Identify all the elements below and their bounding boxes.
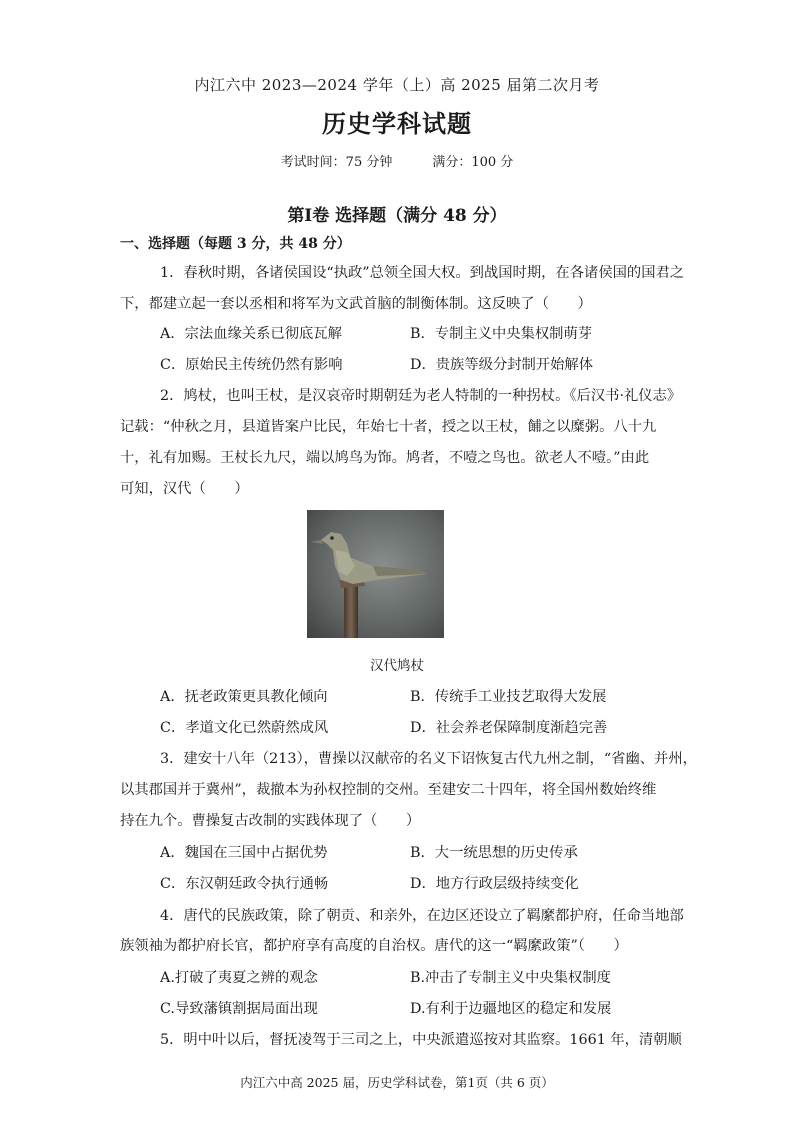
q2-line-2: 记载：“仲秋之月，县道皆案户比民，年始七十者，授之以王杖，餔之以糜粥。八十九 <box>120 419 657 435</box>
q5-line-1: 5．明中叶以后，督抚凌驾于三司之上，中央派遣巡按对其监察。1661 年，清朝顺 <box>160 1032 682 1048</box>
q2-option-c: C．孝道文化已然蔚然成风 <box>160 720 329 736</box>
q2-line-4: 可知，汉代（ ） <box>120 481 249 497</box>
full-score: 满分：100 分 <box>432 155 514 170</box>
exam-meta <box>0 151 794 170</box>
section-title: 第Ⅰ卷 选择题（满分 48 分） <box>287 206 507 226</box>
q4-line-1: 4．唐代的民族政策，除了朝贡、和亲外，在边区还设立了羁縻都护府，任命当地部 <box>160 908 684 924</box>
q4-option-d: D.有利于边疆地区的稳定和发展 <box>410 1001 612 1017</box>
image-caption: 汉代鸠杖 <box>370 658 424 674</box>
q3-option-a: A．魏国在三国中占据优势 <box>160 845 328 861</box>
exam-name: 内江六中 2023—2024 学年（上）高 2025 届第二次月考 <box>194 76 600 94</box>
han-dove-staff-photo <box>307 510 444 638</box>
exam-time: 考试时间：75 分钟 <box>280 155 393 170</box>
q2-option-d: D．社会养老保障制度渐趋完善 <box>410 720 608 736</box>
page-footer: 内江六中高 2025 届，历史学科试卷，第1页（共 6 页） <box>240 1075 554 1090</box>
part-title: 一、选择题（每题 3 分，共 48 分） <box>120 236 351 252</box>
q1-line-2: 下，都建立起一套以丞相和将军为文武首脑的制衡体制。这反映了（ ） <box>120 296 592 312</box>
q4-option-c: C.导致藩镇割据局面出现 <box>160 1001 318 1017</box>
q4-line-2: 族领袖为都护府长官，都护府享有高度的自治权。唐代的这一“羁縻政策”（ ） <box>120 938 628 954</box>
q3-line-1: 3．建安十八年（213），曹操以汉献帝的名义下诏恢复古代九州之制，“省幽、并州， <box>160 751 697 767</box>
q2-option-a: A．抚老政策更具教化倾向 <box>160 689 328 705</box>
q1-option-c: C．原始民主传统仍然有影响 <box>160 357 343 373</box>
q4-option-a: A.打破了夷夏之辨的观念 <box>160 970 318 986</box>
q2-line-3: 十，礼有加赐。王杖长九尺，端以鸠鸟为饰。鸠者，不噎之鸟也。欲老人不噎。”由此 <box>120 450 650 466</box>
q4-option-b: B.冲击了专制主义中央集权制度 <box>410 970 611 986</box>
q3-line-2: 以其郡国并于冀州”，裁撤本为孙权控制的交州。至建安二十四年，将全国州数始终维 <box>120 782 657 798</box>
q1-option-b: B．专制主义中央集权制萌芽 <box>410 326 593 342</box>
q1-option-a: A．宗法血缘关系已彻底瓦解 <box>160 326 342 342</box>
q3-option-d: D．地方行政层级持续变化 <box>410 876 579 892</box>
q3-option-b: B．大一统思想的历史传承 <box>410 845 578 861</box>
q2-option-b: B．传统手工业技艺取得大发展 <box>410 689 607 705</box>
q1-line-1: 1．春秋时期，各诸侯国设“执政”总领全国大权。到战国时期，在各诸侯国的国君之 <box>160 265 685 281</box>
document-title: 历史学科试题 <box>322 109 472 138</box>
q3-option-c: C．东汉朝廷政令执行通畅 <box>160 876 329 892</box>
q1-option-d: D．贵族等级分封制开始解体 <box>410 357 594 373</box>
q3-line-3: 持在九个。曹操复古改制的实践体现了（ ） <box>120 813 421 829</box>
q2-line-1: 2．鸠杖，也叫王杖，是汉哀帝时期朝廷为老人特制的一种拐杖。《后汉书·礼仪志》 <box>160 388 682 404</box>
